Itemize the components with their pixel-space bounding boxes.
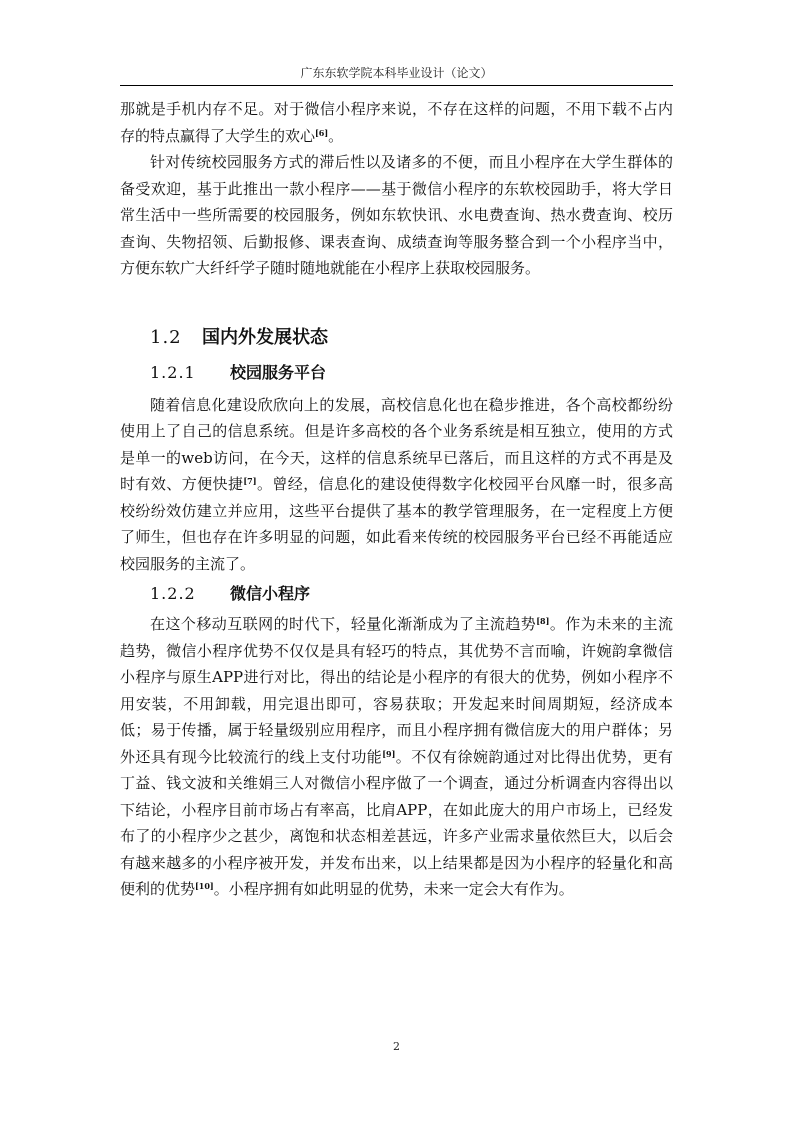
paragraph-intro: 针对传统校园服务方式的滞后性以及诸多的不便，而且小程序在大学生群体的备受欢迎，基于此推出一款小程序——基于微信小程序的东软校园助手，将大学日常生活中一些所需要的校园服务，例如东软快讯、水电费查询、热水费查询、校历查询、失物招领、后勤报修、课表查询、成绩查询等服务整合到一个小程序当中，方便东软广大纤纤学子随时随地就能在小程序上获取校园服务。 (120, 153, 673, 277)
paragraph-continuation (120, 96, 673, 149)
citation-ref: [7] (243, 476, 257, 486)
section-number: 1.2 (150, 326, 182, 348)
paragraph-text: 。小程序拥有如此明显的优势，未来一定会大有作为。 (213, 880, 574, 898)
paragraph-text: 随着信息化建设欣欣向上的发展，高校信息化也在稳步推进，各个高校都纷纷使用上了自己的信息系统。但是许多高校的各个业务系统是相互独立，使用的方式是单一的web访问，在今天，这样的信息系统早已落后，而且这样的方式不再是及时有效、方便快捷 (120, 395, 673, 493)
section-heading-1-2-1 (150, 360, 673, 386)
citation-ref: [6] (315, 127, 329, 138)
paragraph-text: 。 (328, 126, 344, 145)
citation-ref: [9] (382, 748, 396, 759)
paragraph-text: 在这个移动互联网的时代下，轻量化渐渐成为了主流趋势 (150, 615, 537, 633)
paragraph-text: 那就是手机内存不足。对于微信小程序来说，不存在这样的问题，不用下载不占内存的特点赢得了大学生的欢心 (120, 100, 673, 145)
header-divider (120, 85, 673, 86)
paragraph-text: 。作为未来的主流趋势，微信小程序优势不仅仅是具有轻巧的特点，其优势不言而喻，许婉韵拿微信小程序与原生APP进行对比，得出的结论是小程序的有很大的优势，例如小程序不用安装，不用卸载，用完退出即可，容易获取；开发起来时间周期短，经济成本低；易于传播，属于轻量级别应用程序，而且小程序拥有微信庞大的用户群体；另外还具有现今比较流行的线上支付功能 (120, 615, 673, 766)
paragraph-text: 。曾经，信息化的建设使得数字化校园平台风靡一时，很多高校纷纷效仿建立并应用，这些平台提供了基本的教学管理服务，在一定程度上方便了师生，但也存在许多明显的问题，如此看来传统的校园服务平台已经不再能适应校园服务的主流了。 (120, 475, 673, 573)
paragraph-text: 。不仅有徐婉韵通过对比得出优势，更有丁益、钱文波和关维娟三人对微信小程序做了一个调查，通过分析调查内容得出以下结论，小程序目前市场占有率高，比肩APP，在如此庞大的用户市场上，已经发布了的小程序少之甚少，离饱和状态相差甚远，许多产业需求量依然巨大，以后会有越来越多的小程序被开发，并发布出来，以上结果都是因为小程序的轻量化和高便利的优势 (120, 747, 673, 898)
citation-ref: [10] (195, 881, 214, 891)
section-title: 微信小程序 (230, 584, 311, 603)
section-heading-1-2-2 (150, 581, 673, 607)
citation-ref: [8] (536, 616, 550, 626)
section-heading-1-2 (150, 324, 673, 352)
page-header: 广东东软学院本科毕业设计（论文） (300, 66, 493, 80)
section-title: 校园服务平台 (230, 362, 327, 382)
section-number: 1.2.2 (150, 584, 196, 603)
section-number: 1.2.1 (150, 362, 196, 382)
page-number: 2 (393, 1040, 400, 1053)
page-body (120, 96, 673, 903)
section-title: 国内外发展状态 (202, 326, 328, 348)
paragraph-campus-platform (120, 392, 673, 578)
paragraph-mini-program (120, 611, 673, 903)
